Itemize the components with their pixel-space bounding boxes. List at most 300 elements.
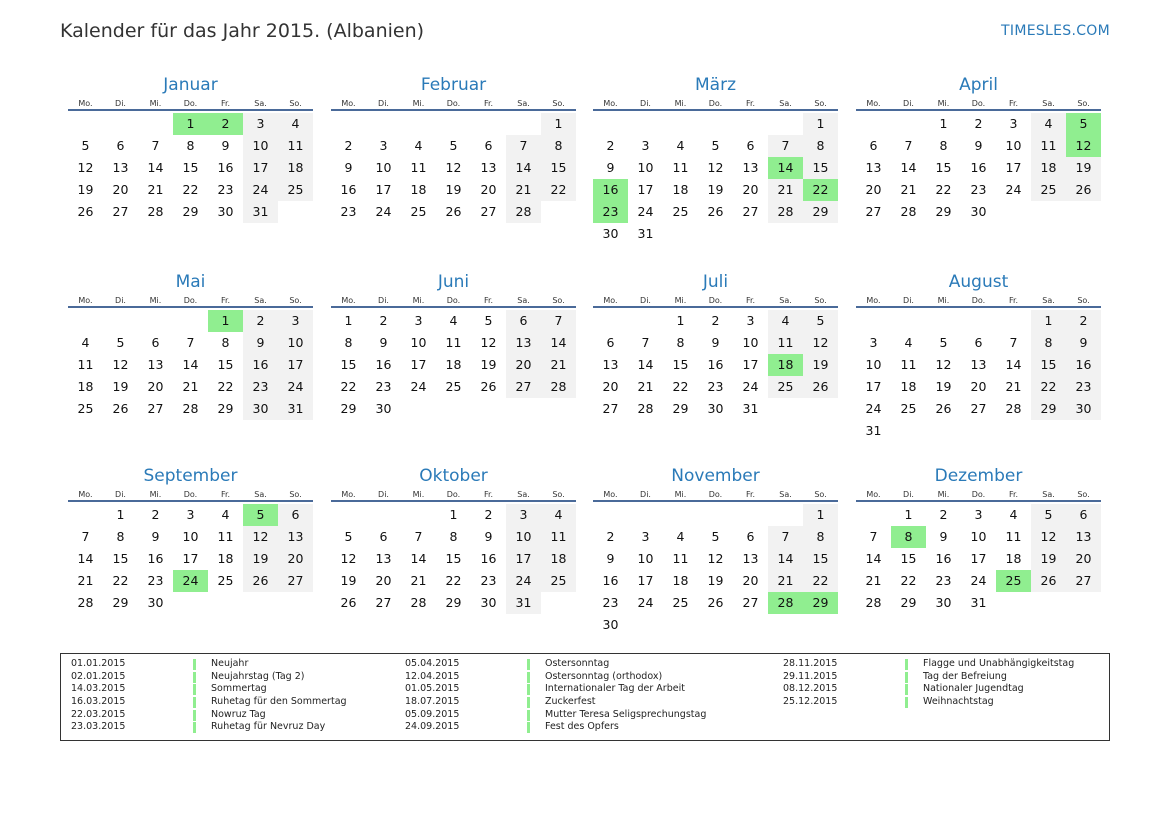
day-cell: 21 bbox=[410, 573, 427, 588]
day-cell: 26 bbox=[935, 401, 952, 416]
weekend-day-cell: 25 bbox=[768, 376, 803, 398]
holiday-name: Neujahr bbox=[211, 658, 249, 669]
weekday-header bbox=[331, 97, 576, 111]
weekday-header bbox=[68, 294, 313, 308]
day-cell: 8 bbox=[676, 335, 685, 350]
month-4 bbox=[856, 74, 1101, 223]
day-cell: 6 bbox=[746, 138, 755, 153]
weekend-day-cell: 19 bbox=[1031, 548, 1066, 570]
month-name: Januar bbox=[163, 75, 218, 95]
brand-logo-link[interactable]: TIMESLES.COM bbox=[1001, 23, 1110, 39]
holiday-day-cell: 5 bbox=[1066, 113, 1101, 135]
holiday-marker-icon bbox=[905, 697, 908, 708]
weekend-day-cell: 18 bbox=[541, 548, 576, 570]
weekend-day-cell: 6 bbox=[278, 504, 313, 526]
day-grid bbox=[593, 310, 838, 420]
day-cell: 8 bbox=[116, 529, 125, 544]
weekday-label: So. bbox=[814, 99, 827, 108]
holiday-name: Weihnachtstag bbox=[923, 696, 994, 708]
weekday-label: Sa. bbox=[517, 296, 530, 305]
weekday-label: Sa. bbox=[779, 99, 792, 108]
weekday-header bbox=[856, 97, 1101, 111]
day-cell: 16 bbox=[217, 160, 234, 175]
day-cell: 31 bbox=[637, 226, 654, 241]
empty-cell bbox=[768, 113, 803, 135]
day-cell: 17 bbox=[375, 182, 392, 197]
weekday-header bbox=[593, 294, 838, 308]
holiday-name: Neujahrstag (Tag 2) bbox=[211, 670, 305, 682]
day-cell: 19 bbox=[480, 357, 497, 372]
legend-row bbox=[783, 683, 1103, 696]
holiday-day-cell: 5 bbox=[243, 504, 278, 526]
holiday-name: Flagge und Unabhängigkeitstag bbox=[923, 658, 1075, 669]
empty-cell bbox=[733, 113, 768, 135]
day-cell: 10 bbox=[182, 529, 199, 544]
legend-row bbox=[405, 696, 725, 709]
day-cell: 6 bbox=[484, 138, 493, 153]
weekday-label: So. bbox=[1077, 296, 1090, 305]
weekend-day-cell: 8 bbox=[541, 135, 576, 157]
month-6 bbox=[331, 271, 576, 420]
holiday-date: 01.05.2015 bbox=[405, 683, 460, 695]
day-cell: 20 bbox=[970, 379, 987, 394]
holiday-date: 14.03.2015 bbox=[71, 683, 126, 695]
weekday-label: Sa. bbox=[254, 296, 267, 305]
day-cell: 22 bbox=[340, 379, 357, 394]
weekday-label: Di. bbox=[903, 490, 914, 499]
day-cell: 7 bbox=[1009, 335, 1018, 350]
weekday-label: Di. bbox=[378, 99, 389, 108]
day-cell: 27 bbox=[970, 401, 987, 416]
day-cell: 3 bbox=[641, 138, 650, 153]
day-cell: 9 bbox=[151, 529, 160, 544]
day-cell: 15 bbox=[340, 357, 357, 372]
day-cell: 15 bbox=[217, 357, 234, 372]
day-cell: 15 bbox=[445, 551, 462, 566]
weekend-day-cell: 22 bbox=[803, 570, 838, 592]
day-cell: 14 bbox=[147, 160, 164, 175]
weekend-day-cell: 3 bbox=[278, 310, 313, 332]
day-cell: 11 bbox=[672, 551, 689, 566]
day-cell: 21 bbox=[900, 182, 917, 197]
day-cell: 13 bbox=[375, 551, 392, 566]
day-grid bbox=[331, 113, 576, 223]
weekend-day-cell: 7 bbox=[541, 310, 576, 332]
month-name: Mai bbox=[175, 272, 206, 292]
holiday-date: 12.04.2015 bbox=[405, 670, 460, 682]
day-cell: 13 bbox=[742, 551, 759, 566]
weekend-day-cell: 13 bbox=[506, 332, 541, 354]
day-cell: 28 bbox=[182, 401, 199, 416]
day-cell: 13 bbox=[742, 160, 759, 175]
day-cell: 13 bbox=[865, 160, 882, 175]
weekday-header bbox=[68, 97, 313, 111]
weekend-day-cell: 5 bbox=[1031, 504, 1066, 526]
day-cell: 6 bbox=[116, 138, 125, 153]
weekday-label: So. bbox=[552, 296, 565, 305]
weekday-label: Fr. bbox=[1008, 490, 1019, 499]
empty-cell bbox=[138, 113, 173, 135]
day-cell: 27 bbox=[147, 401, 164, 416]
weekday-label: Fr. bbox=[483, 296, 494, 305]
day-cell: 4 bbox=[221, 507, 230, 522]
weekend-day-cell: 20 bbox=[1066, 548, 1101, 570]
holiday-date: 16.03.2015 bbox=[71, 696, 126, 708]
empty-cell bbox=[331, 504, 366, 526]
day-cell: 19 bbox=[445, 182, 462, 197]
weekday-label: Mi. bbox=[412, 99, 425, 108]
weekend-day-cell: 18 bbox=[278, 157, 313, 179]
month-name: November bbox=[671, 466, 760, 486]
weekend-day-cell: 11 bbox=[1031, 135, 1066, 157]
empty-cell bbox=[733, 504, 768, 526]
empty-cell bbox=[436, 113, 471, 135]
day-cell: 16 bbox=[707, 357, 724, 372]
day-cell: 30 bbox=[970, 204, 987, 219]
weekday-label: Do. bbox=[708, 99, 723, 108]
day-cell: 29 bbox=[900, 595, 917, 610]
day-cell: 5 bbox=[939, 335, 948, 350]
weekday-label: So. bbox=[814, 490, 827, 499]
holiday-name: Nationaler Jugendtag bbox=[923, 683, 1024, 695]
day-cell: 27 bbox=[375, 595, 392, 610]
day-cell: 17 bbox=[182, 551, 199, 566]
empty-cell bbox=[628, 113, 663, 135]
day-cell: 1 bbox=[676, 313, 685, 328]
day-cell: 4 bbox=[449, 313, 458, 328]
holiday-name: Mutter Teresa Seligsprechungstag bbox=[545, 708, 707, 720]
holiday-name: Internationaler Tag der Arbeit bbox=[545, 683, 685, 695]
holiday-name: Tag der Befreiung bbox=[923, 670, 1007, 682]
empty-cell bbox=[593, 504, 628, 526]
weekday-label: Do. bbox=[446, 490, 461, 499]
weekend-day-cell: 28 bbox=[541, 376, 576, 398]
weekday-label: Mi. bbox=[674, 99, 687, 108]
day-cell: 6 bbox=[869, 138, 878, 153]
weekend-day-cell: 26 bbox=[1066, 179, 1101, 201]
empty-cell bbox=[961, 310, 996, 332]
weekend-day-cell: 2 bbox=[243, 310, 278, 332]
weekday-label: So. bbox=[289, 99, 302, 108]
day-cell: 2 bbox=[974, 116, 983, 131]
day-cell: 18 bbox=[900, 379, 917, 394]
page-title: Kalender für das Jahr 2015. (Albanien) bbox=[60, 20, 425, 42]
day-cell: 7 bbox=[904, 138, 913, 153]
weekend-day-cell: 26 bbox=[243, 570, 278, 592]
weekday-label: Mi. bbox=[149, 296, 162, 305]
holiday-date: 05.09.2015 bbox=[405, 708, 460, 720]
weekday-label: Sa. bbox=[1042, 99, 1055, 108]
day-cell: 18 bbox=[77, 379, 94, 394]
holiday-day-cell: 23 bbox=[593, 201, 628, 223]
holiday-date: 05.04.2015 bbox=[405, 658, 460, 669]
day-cell: 24 bbox=[742, 379, 759, 394]
day-cell: 1 bbox=[449, 507, 458, 522]
month-name: Juni bbox=[437, 272, 470, 292]
day-grid bbox=[68, 504, 313, 614]
weekday-label: Mo. bbox=[603, 490, 618, 499]
month-name: Februar bbox=[420, 75, 487, 95]
day-cell: 15 bbox=[935, 160, 952, 175]
weekday-label: Fr. bbox=[745, 99, 756, 108]
holiday-day-cell: 29 bbox=[803, 592, 838, 614]
day-cell: 23 bbox=[480, 573, 497, 588]
weekend-day-cell: 25 bbox=[1031, 179, 1066, 201]
day-cell: 12 bbox=[77, 160, 94, 175]
legend-row bbox=[71, 709, 391, 722]
weekend-day-cell: 27 bbox=[1066, 570, 1101, 592]
weekend-day-cell: 20 bbox=[506, 354, 541, 376]
day-cell: 11 bbox=[410, 160, 427, 175]
empty-cell bbox=[103, 310, 138, 332]
day-cell: 12 bbox=[707, 160, 724, 175]
day-cell: 19 bbox=[707, 182, 724, 197]
day-cell: 24 bbox=[637, 204, 654, 219]
weekend-day-cell: 3 bbox=[243, 113, 278, 135]
day-cell: 13 bbox=[602, 357, 619, 372]
day-cell: 26 bbox=[340, 595, 357, 610]
day-cell: 3 bbox=[641, 529, 650, 544]
day-cell: 9 bbox=[606, 551, 615, 566]
holiday-marker-icon bbox=[527, 684, 530, 695]
weekend-day-cell: 24 bbox=[278, 376, 313, 398]
holiday-marker-icon bbox=[193, 710, 196, 721]
weekend-day-cell: 12 bbox=[1031, 526, 1066, 548]
holiday-name: Zuckerfest bbox=[545, 696, 596, 708]
weekday-label: So. bbox=[289, 296, 302, 305]
legend-row bbox=[783, 696, 1103, 709]
weekday-label: Mo. bbox=[78, 99, 93, 108]
day-cell: 11 bbox=[217, 529, 234, 544]
day-cell: 17 bbox=[742, 357, 759, 372]
day-cell: 26 bbox=[707, 204, 724, 219]
weekday-label: Mo. bbox=[341, 99, 356, 108]
day-cell: 22 bbox=[217, 379, 234, 394]
weekend-day-cell: 19 bbox=[1066, 157, 1101, 179]
empty-cell bbox=[366, 504, 401, 526]
day-cell: 30 bbox=[935, 595, 952, 610]
weekend-day-cell: 15 bbox=[1031, 354, 1066, 376]
day-cell: 3 bbox=[974, 507, 983, 522]
day-cell: 17 bbox=[1005, 160, 1022, 175]
weekday-header bbox=[856, 488, 1101, 502]
weekday-label: Di. bbox=[640, 490, 651, 499]
day-cell: 2 bbox=[939, 507, 948, 522]
empty-cell bbox=[506, 113, 541, 135]
weekday-label: Do. bbox=[708, 296, 723, 305]
day-cell: 30 bbox=[480, 595, 497, 610]
day-cell: 4 bbox=[676, 529, 685, 544]
holiday-name: Ostersonntag (orthodox) bbox=[545, 670, 663, 682]
day-cell: 30 bbox=[602, 617, 619, 632]
holiday-day-cell: 22 bbox=[803, 179, 838, 201]
day-cell: 11 bbox=[900, 357, 917, 372]
weekend-day-cell: 30 bbox=[243, 398, 278, 420]
empty-cell bbox=[698, 113, 733, 135]
holiday-name: Sommertag bbox=[211, 683, 267, 695]
weekday-label: So. bbox=[1077, 99, 1090, 108]
holiday-marker-icon bbox=[193, 684, 196, 695]
weekend-day-cell: 21 bbox=[506, 179, 541, 201]
day-cell: 5 bbox=[81, 138, 90, 153]
holiday-day-cell: 14 bbox=[768, 157, 803, 179]
day-cell: 10 bbox=[375, 160, 392, 175]
day-cell: 1 bbox=[939, 116, 948, 131]
legend-row bbox=[405, 658, 725, 671]
day-cell: 9 bbox=[484, 529, 493, 544]
month-name: August bbox=[948, 272, 1009, 292]
holiday-legend bbox=[60, 653, 1110, 741]
empty-cell bbox=[68, 504, 103, 526]
day-cell: 21 bbox=[637, 379, 654, 394]
day-cell: 27 bbox=[602, 401, 619, 416]
empty-cell bbox=[471, 113, 506, 135]
day-cell: 9 bbox=[344, 160, 353, 175]
day-cell: 14 bbox=[77, 551, 94, 566]
weekday-label: Mo. bbox=[341, 490, 356, 499]
day-cell: 28 bbox=[147, 204, 164, 219]
day-cell: 25 bbox=[77, 401, 94, 416]
holiday-date: 23.03.2015 bbox=[71, 721, 126, 733]
day-grid bbox=[593, 504, 838, 636]
weekend-day-cell: 28 bbox=[768, 201, 803, 223]
weekend-day-cell: 3 bbox=[506, 504, 541, 526]
weekday-header bbox=[593, 488, 838, 502]
weekend-day-cell: 26 bbox=[803, 376, 838, 398]
weekday-label: Do. bbox=[446, 99, 461, 108]
weekday-label: Di. bbox=[115, 99, 126, 108]
weekday-label: Mo. bbox=[341, 296, 356, 305]
day-cell: 9 bbox=[221, 138, 230, 153]
month-9 bbox=[68, 465, 313, 614]
day-cell: 23 bbox=[217, 182, 234, 197]
weekend-day-cell: 10 bbox=[506, 526, 541, 548]
day-cell: 25 bbox=[410, 204, 427, 219]
day-cell: 22 bbox=[112, 573, 129, 588]
day-cell: 12 bbox=[340, 551, 357, 566]
holiday-date: 02.01.2015 bbox=[71, 670, 126, 682]
empty-cell bbox=[366, 113, 401, 135]
weekend-day-cell: 21 bbox=[768, 570, 803, 592]
day-cell: 12 bbox=[707, 551, 724, 566]
weekend-day-cell: 11 bbox=[278, 135, 313, 157]
day-cell: 16 bbox=[970, 160, 987, 175]
day-cell: 26 bbox=[480, 379, 497, 394]
weekend-day-cell: 17 bbox=[278, 354, 313, 376]
day-cell: 6 bbox=[606, 335, 615, 350]
weekend-day-cell: 24 bbox=[506, 570, 541, 592]
weekend-day-cell: 6 bbox=[506, 310, 541, 332]
weekend-day-cell: 19 bbox=[803, 354, 838, 376]
day-cell: 23 bbox=[147, 573, 164, 588]
day-cell: 28 bbox=[900, 204, 917, 219]
day-cell: 27 bbox=[742, 595, 759, 610]
weekday-label: Mo. bbox=[603, 296, 618, 305]
day-cell: 18 bbox=[445, 357, 462, 372]
weekend-day-cell: 15 bbox=[541, 157, 576, 179]
day-cell: 30 bbox=[147, 595, 164, 610]
day-cell: 25 bbox=[672, 595, 689, 610]
day-cell: 22 bbox=[900, 573, 917, 588]
weekday-label: Di. bbox=[640, 296, 651, 305]
day-cell: 10 bbox=[637, 551, 654, 566]
empty-cell bbox=[593, 310, 628, 332]
day-cell: 28 bbox=[865, 595, 882, 610]
weekend-day-cell: 16 bbox=[1066, 354, 1101, 376]
day-cell: 23 bbox=[602, 595, 619, 610]
day-cell: 3 bbox=[746, 313, 755, 328]
day-cell: 19 bbox=[935, 379, 952, 394]
weekday-label: Di. bbox=[378, 296, 389, 305]
day-cell: 3 bbox=[379, 138, 388, 153]
day-grid bbox=[856, 504, 1101, 614]
day-grid bbox=[856, 113, 1101, 223]
day-cell: 4 bbox=[1009, 507, 1018, 522]
day-cell: 23 bbox=[340, 204, 357, 219]
weekday-label: Di. bbox=[378, 490, 389, 499]
weekend-day-cell: 17 bbox=[243, 157, 278, 179]
month-name: Oktober bbox=[419, 466, 488, 486]
month-12 bbox=[856, 465, 1101, 614]
day-cell: 23 bbox=[970, 182, 987, 197]
day-cell: 20 bbox=[112, 182, 129, 197]
weekend-day-cell: 25 bbox=[278, 179, 313, 201]
holiday-day-cell: 8 bbox=[891, 526, 926, 548]
day-cell: 20 bbox=[147, 379, 164, 394]
legend-row bbox=[71, 683, 391, 696]
day-cell: 6 bbox=[379, 529, 388, 544]
holiday-marker-icon bbox=[193, 697, 196, 708]
day-cell: 26 bbox=[112, 401, 129, 416]
weekday-label: Do. bbox=[446, 296, 461, 305]
weekend-day-cell: 7 bbox=[506, 135, 541, 157]
weekday-label: Do. bbox=[971, 296, 986, 305]
weekday-label: Mi. bbox=[937, 99, 950, 108]
empty-cell bbox=[926, 310, 961, 332]
holiday-name: Fest des Opfers bbox=[545, 721, 619, 733]
day-cell: 2 bbox=[711, 313, 720, 328]
day-cell: 13 bbox=[147, 357, 164, 372]
month-name: April bbox=[959, 75, 998, 95]
day-cell: 19 bbox=[707, 573, 724, 588]
weekday-label: So. bbox=[552, 490, 565, 499]
day-cell: 14 bbox=[637, 357, 654, 372]
weekend-day-cell: 4 bbox=[278, 113, 313, 135]
day-cell: 31 bbox=[742, 401, 759, 416]
weekday-label: Mi. bbox=[149, 99, 162, 108]
day-cell: 16 bbox=[935, 551, 952, 566]
holiday-day-cell: 12 bbox=[1066, 135, 1101, 157]
weekend-day-cell: 12 bbox=[803, 332, 838, 354]
day-cell: 25 bbox=[445, 379, 462, 394]
day-cell: 29 bbox=[112, 595, 129, 610]
month-3 bbox=[593, 74, 838, 245]
holiday-date: 08.12.2015 bbox=[783, 683, 838, 695]
day-cell: 30 bbox=[602, 226, 619, 241]
weekday-label: Mi. bbox=[674, 490, 687, 499]
weekday-label: Sa. bbox=[779, 490, 792, 499]
weekend-day-cell: 9 bbox=[243, 332, 278, 354]
day-cell: 17 bbox=[637, 182, 654, 197]
day-cell: 28 bbox=[1005, 401, 1022, 416]
day-cell: 12 bbox=[935, 357, 952, 372]
empty-cell bbox=[891, 310, 926, 332]
weekend-day-cell: 15 bbox=[803, 548, 838, 570]
weekday-label: Sa. bbox=[517, 99, 530, 108]
empty-cell bbox=[663, 113, 698, 135]
day-grid bbox=[331, 504, 576, 614]
weekend-day-cell: 31 bbox=[278, 398, 313, 420]
